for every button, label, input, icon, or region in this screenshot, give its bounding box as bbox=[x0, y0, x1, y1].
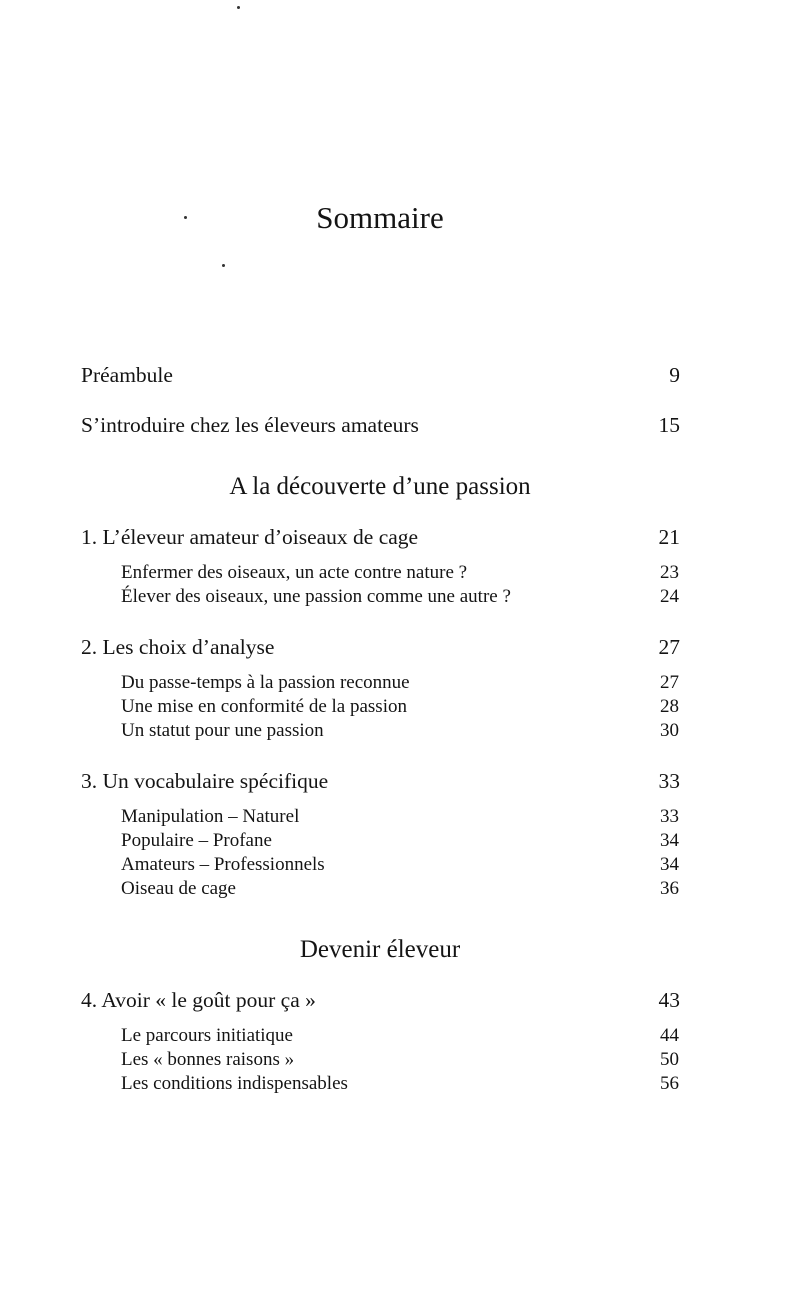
toc-entry-label: Préambule bbox=[81, 363, 173, 387]
toc-subentry-page: 27 bbox=[660, 672, 679, 693]
toc-subentry-page: 50 bbox=[660, 1049, 679, 1070]
toc-subentry-page: 23 bbox=[660, 562, 679, 583]
part-title-1: A la découverte d’une passion bbox=[229, 473, 531, 500]
toc-subentry[interactable] bbox=[121, 585, 679, 609]
scan-speck-lower bbox=[222, 264, 225, 267]
toc-chapter-label: 1. L’éleveur amateur d’oiseaux de cage bbox=[81, 525, 419, 549]
toc-chapter-label: 2. Les choix d’analyse bbox=[81, 635, 275, 659]
toc-subentry-label: Enfermer des oiseaux, un acte contre nature ? bbox=[121, 562, 468, 583]
part-title-2: Devenir éleveur bbox=[299, 936, 461, 963]
toc-subentry[interactable] bbox=[121, 695, 679, 719]
toc-chapter-page: 43 bbox=[658, 988, 680, 1012]
toc-subentry[interactable] bbox=[121, 719, 679, 743]
toc-subentry-label: Manipulation – Naturel bbox=[121, 806, 300, 827]
scan-speck-top bbox=[237, 6, 240, 9]
toc-subentry-page: 34 bbox=[660, 830, 679, 851]
toc-entry-page: 15 bbox=[658, 413, 680, 437]
toc-subentry-label: Populaire – Profane bbox=[121, 830, 272, 851]
toc-subentry-page: 28 bbox=[660, 696, 679, 717]
toc-subentry-label: Oiseau de cage bbox=[121, 878, 236, 899]
toc-chapter-2[interactable] bbox=[81, 633, 680, 661]
toc-subentry-page: 56 bbox=[660, 1073, 679, 1094]
toc-subentry-label: Du passe-temps à la passion reconnue bbox=[121, 672, 410, 693]
toc-subentry-label: Une mise en conformité de la passion bbox=[121, 696, 407, 717]
toc-chapter-page: 33 bbox=[658, 769, 680, 793]
toc-subentry-page: 33 bbox=[660, 806, 679, 827]
toc-entry-introduire[interactable] bbox=[81, 411, 680, 439]
page-title bbox=[0, 196, 760, 240]
toc-entry-preambule[interactable] bbox=[81, 361, 680, 389]
toc-subentry-page: 24 bbox=[660, 586, 679, 607]
toc-subentry-page: 34 bbox=[660, 854, 679, 875]
toc-subentry[interactable] bbox=[121, 805, 679, 829]
toc-subentry-page: 44 bbox=[660, 1025, 679, 1046]
toc-subentry[interactable] bbox=[121, 671, 679, 695]
toc-subentry[interactable] bbox=[121, 561, 679, 585]
toc-chapter-page: 27 bbox=[658, 635, 680, 659]
toc-chapter-1[interactable] bbox=[81, 523, 680, 551]
toc-subentry[interactable] bbox=[121, 1072, 679, 1096]
toc-subentry[interactable] bbox=[121, 829, 679, 853]
toc-subentry-label: Élever des oiseaux, une passion comme une autre ? bbox=[121, 586, 511, 607]
toc-subentry-page: 36 bbox=[660, 878, 679, 899]
toc-chapter-page: 21 bbox=[658, 525, 680, 549]
toc-subentry[interactable] bbox=[121, 1048, 679, 1072]
toc-subentry-label: Le parcours initiatique bbox=[121, 1025, 293, 1046]
toc-chapter-3[interactable] bbox=[81, 767, 680, 795]
page-title-text: Sommaire bbox=[316, 200, 444, 235]
toc-chapter-label: 3. Un vocabulaire spécifique bbox=[81, 769, 329, 793]
toc-subentry-label: Un statut pour une passion bbox=[121, 720, 324, 741]
toc-subentry-label: Les « bonnes raisons » bbox=[121, 1049, 295, 1070]
toc-subentry-label: Les conditions indispensables bbox=[121, 1073, 348, 1094]
toc-subentry[interactable] bbox=[121, 877, 679, 901]
toc-subentry-label: Amateurs – Professionnels bbox=[121, 854, 325, 875]
toc-chapter-4[interactable] bbox=[81, 986, 680, 1014]
toc-subentry[interactable] bbox=[121, 853, 679, 877]
toc-chapter-label: 4. Avoir « le goût pour ça » bbox=[81, 988, 316, 1012]
toc-subentry-page: 30 bbox=[660, 720, 679, 741]
toc-entry-label: S’introduire chez les éleveurs amateurs bbox=[81, 413, 419, 437]
toc-entry-page: 9 bbox=[669, 363, 680, 387]
toc-subentry[interactable] bbox=[121, 1024, 679, 1048]
